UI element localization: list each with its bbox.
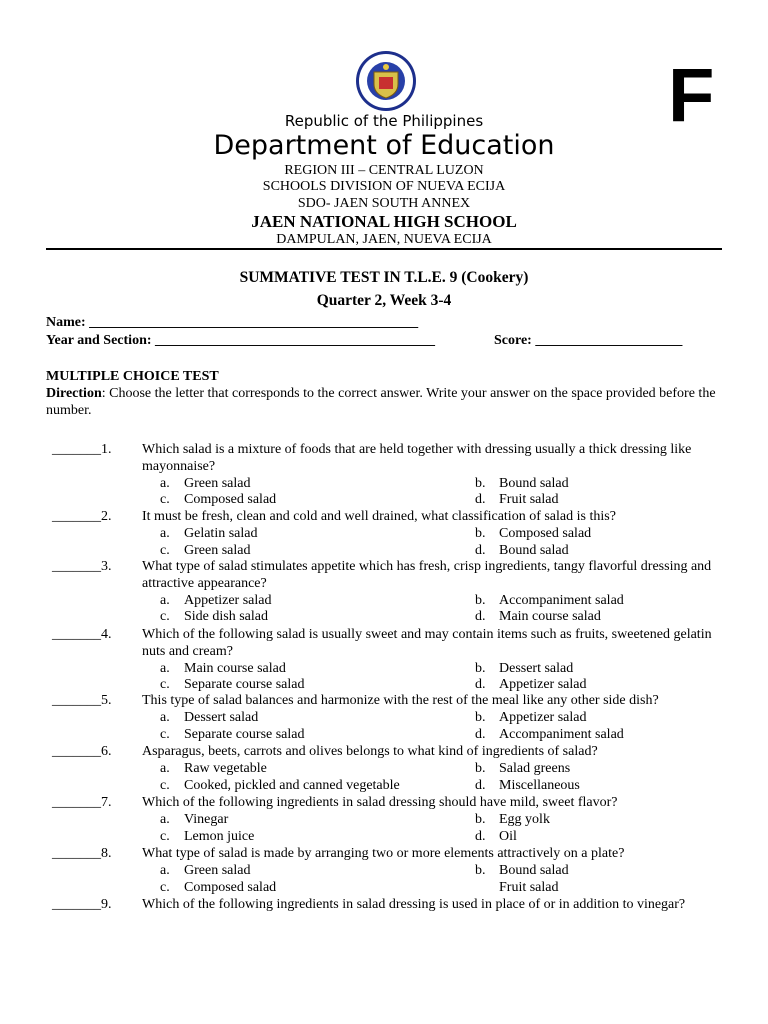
answer-choice <box>475 661 573 677</box>
answer-choice <box>475 829 517 845</box>
choice-text: Miscellaneous <box>499 777 580 793</box>
choice-letter: a. <box>160 592 170 608</box>
choice-text: Gelatin salad <box>184 525 258 541</box>
choice-letter: b. <box>475 709 486 725</box>
answer-choice <box>160 492 276 508</box>
answer-blank[interactable]: _______8. <box>52 846 112 861</box>
choice-letter: d. <box>475 777 486 793</box>
choice-letter: a. <box>160 660 170 676</box>
header-divider <box>46 248 722 250</box>
answer-choice <box>160 761 267 777</box>
answer-choice <box>475 778 580 794</box>
school-name: JAEN NATIONAL HIGH SCHOOL <box>251 212 517 231</box>
score-field[interactable]: Score: _____________________ <box>494 333 683 348</box>
answer-choice <box>160 661 286 677</box>
choice-text: Salad greens <box>499 760 571 776</box>
choice-letter: c. <box>160 828 170 844</box>
test-title: SUMMATIVE TEST IN T.L.E. 9 (Cookery) <box>239 269 529 286</box>
answer-blank[interactable]: _______1. <box>52 442 112 457</box>
choice-text: Vinegar <box>184 811 229 827</box>
choice-letter: d. <box>475 677 486 693</box>
year-section-field[interactable]: Year and Section: ________________________________________ <box>46 333 436 348</box>
name-field[interactable]: Name: _______________________________________________ <box>46 315 419 330</box>
choice-text: Bound salad <box>499 475 569 491</box>
answer-choice <box>160 880 276 896</box>
choice-letter: b. <box>475 475 486 491</box>
answer-blank[interactable]: _______9. <box>52 897 112 912</box>
choice-letter: a. <box>160 525 170 541</box>
choice-text: Oil <box>499 828 517 844</box>
choice-text: Appetizer salad <box>499 677 587 693</box>
question-text: Which salad is a mixture of foods that are held together with dressing usually a thick dressing like mayonnaise? <box>142 442 692 474</box>
choice-letter: a. <box>160 811 170 827</box>
question-text: Which of the following salad is usually sweet and may contain items such as fruits, sweetened gelatin nuts and cream? <box>142 627 712 659</box>
answer-choice <box>475 609 601 625</box>
answer-blank[interactable]: _______2. <box>52 509 112 524</box>
choice-letter: c. <box>160 879 170 895</box>
choice-text: Dessert salad <box>184 709 259 725</box>
choice-letter: c. <box>160 609 170 625</box>
answer-choice <box>160 812 228 828</box>
answer-choice <box>160 526 257 542</box>
answer-blank[interactable]: _______4. <box>52 627 112 642</box>
choice-letter: a. <box>160 760 170 776</box>
answer-choice <box>475 863 569 879</box>
choice-letter: c. <box>160 777 170 793</box>
choice-text: Bound salad <box>499 862 569 878</box>
answer-choice <box>475 543 569 559</box>
answer-blank[interactable]: _______6. <box>52 744 112 759</box>
answer-choice <box>475 812 550 828</box>
answer-choice <box>160 593 271 609</box>
choice-text: Accompaniment salad <box>499 726 624 742</box>
direction-label: Direction <box>46 386 102 401</box>
region-line: REGION III – CENTRAL LUZON <box>284 163 484 178</box>
choice-letter: d. <box>475 542 486 558</box>
choice-text: Appetizer salad <box>499 709 587 725</box>
choice-text: Green salad <box>184 862 251 878</box>
choice-letter: b. <box>475 525 486 541</box>
answer-blank[interactable]: _______7. <box>52 795 112 810</box>
choice-text: Fruit salad <box>499 492 559 508</box>
choice-text: Main course salad <box>499 609 601 625</box>
choice-letter: a. <box>160 475 170 491</box>
test-subtitle: Quarter 2, Week 3-4 <box>316 292 452 309</box>
choice-letter: c. <box>160 542 170 558</box>
choice-letter: c. <box>160 726 170 742</box>
answer-choice <box>475 492 559 508</box>
direction-text <box>46 386 716 420</box>
choice-letter: d. <box>475 828 486 844</box>
answer-choice <box>475 710 586 726</box>
choice-text: Green salad <box>184 475 251 491</box>
choice-letter: b. <box>475 592 486 608</box>
choice-text: Dessert salad <box>499 660 574 676</box>
answer-choice <box>160 677 305 693</box>
question-text: Which of the following ingredients in salad dressing should have mild, sweet flavor? <box>142 795 618 810</box>
answer-choice <box>160 476 250 492</box>
division-line: SCHOOLS DIVISION OF NUEVA ECIJA <box>262 179 506 194</box>
choice-letter: a. <box>160 862 170 878</box>
question-text: Asparagus, beets, carrots and olives belongs to what kind of ingredients of salad? <box>142 744 598 759</box>
choice-text: Separate course salad <box>184 726 305 742</box>
choice-text: Raw vegetable <box>184 760 267 776</box>
choice-text: Appetizer salad <box>184 592 272 608</box>
question-text: What type of salad is made by arranging two or more elements attractively on a plate? <box>142 846 625 861</box>
choice-text: Main course salad <box>184 660 286 676</box>
choice-letter: b. <box>475 811 486 827</box>
choice-letter: c. <box>160 492 170 508</box>
choice-text: Side dish salad <box>184 609 268 625</box>
answer-choice <box>160 727 305 743</box>
choice-text: Fruit salad <box>499 879 559 895</box>
answer-choice <box>475 526 591 542</box>
question-text: It must be fresh, clean and cold and well drained, what classification of salad is this? <box>142 509 616 524</box>
answer-choice <box>475 880 559 896</box>
sdo-line: SDO- JAEN SOUTH ANNEX <box>297 196 471 211</box>
answer-choice <box>475 476 569 492</box>
choice-letter: c. <box>160 677 170 693</box>
choice-letter: a. <box>160 709 170 725</box>
choice-text: Composed salad <box>499 525 592 541</box>
section-heading: MULTIPLE CHOICE TEST <box>46 369 219 384</box>
choice-text: Cooked, pickled and canned vegetable <box>184 777 400 793</box>
choice-letter: b. <box>475 862 486 878</box>
question-text: This type of salad balances and harmonize with the rest of the meal like any other side dish? <box>142 693 659 708</box>
question-text: Which of the following ingredients in salad dressing is used in place of or in addition to vinegar? <box>142 897 686 912</box>
answer-choice <box>160 829 254 845</box>
answer-choice <box>475 761 570 777</box>
question-text: What type of salad stimulates appetite which has fresh, crisp ingredients, tangy flavorful dressing and attractive appearance? <box>142 559 712 591</box>
answer-choice <box>475 727 624 743</box>
choice-text: Green salad <box>184 542 251 558</box>
choice-letter: d. <box>475 492 486 508</box>
choice-text: Composed salad <box>184 492 277 508</box>
answer-choice <box>160 778 400 794</box>
choice-letter: d. <box>475 726 486 742</box>
choice-text: Lemon juice <box>184 828 255 844</box>
republic-line: Republic of the Philippines <box>284 112 484 130</box>
answer-choice <box>160 609 268 625</box>
answer-blank[interactable]: _______3. <box>52 559 112 574</box>
department-title: Department of Education <box>213 130 555 161</box>
choice-letter: b. <box>475 660 486 676</box>
answer-choice <box>475 677 586 693</box>
choice-text: Composed salad <box>184 879 277 895</box>
choice-letter: b. <box>475 760 486 776</box>
deped-seal-logo <box>351 50 421 112</box>
grade-letter: F <box>668 53 715 138</box>
answer-choice <box>475 593 624 609</box>
choice-text: Accompaniment salad <box>499 592 624 608</box>
choice-text: Egg yolk <box>499 811 550 827</box>
choice-letter: d. <box>475 609 486 625</box>
school-address: DAMPULAN, JAEN, NUEVA ECIJA <box>276 232 492 247</box>
answer-choice <box>160 863 250 879</box>
choice-text: Bound salad <box>499 542 569 558</box>
answer-choice <box>160 543 250 559</box>
answer-blank[interactable]: _______5. <box>52 693 112 708</box>
choice-text: Separate course salad <box>184 677 305 693</box>
answer-choice <box>160 710 258 726</box>
direction-body: : Choose the letter that corresponds to the correct answer. Write your answer on the space provided before the number. <box>46 386 716 418</box>
